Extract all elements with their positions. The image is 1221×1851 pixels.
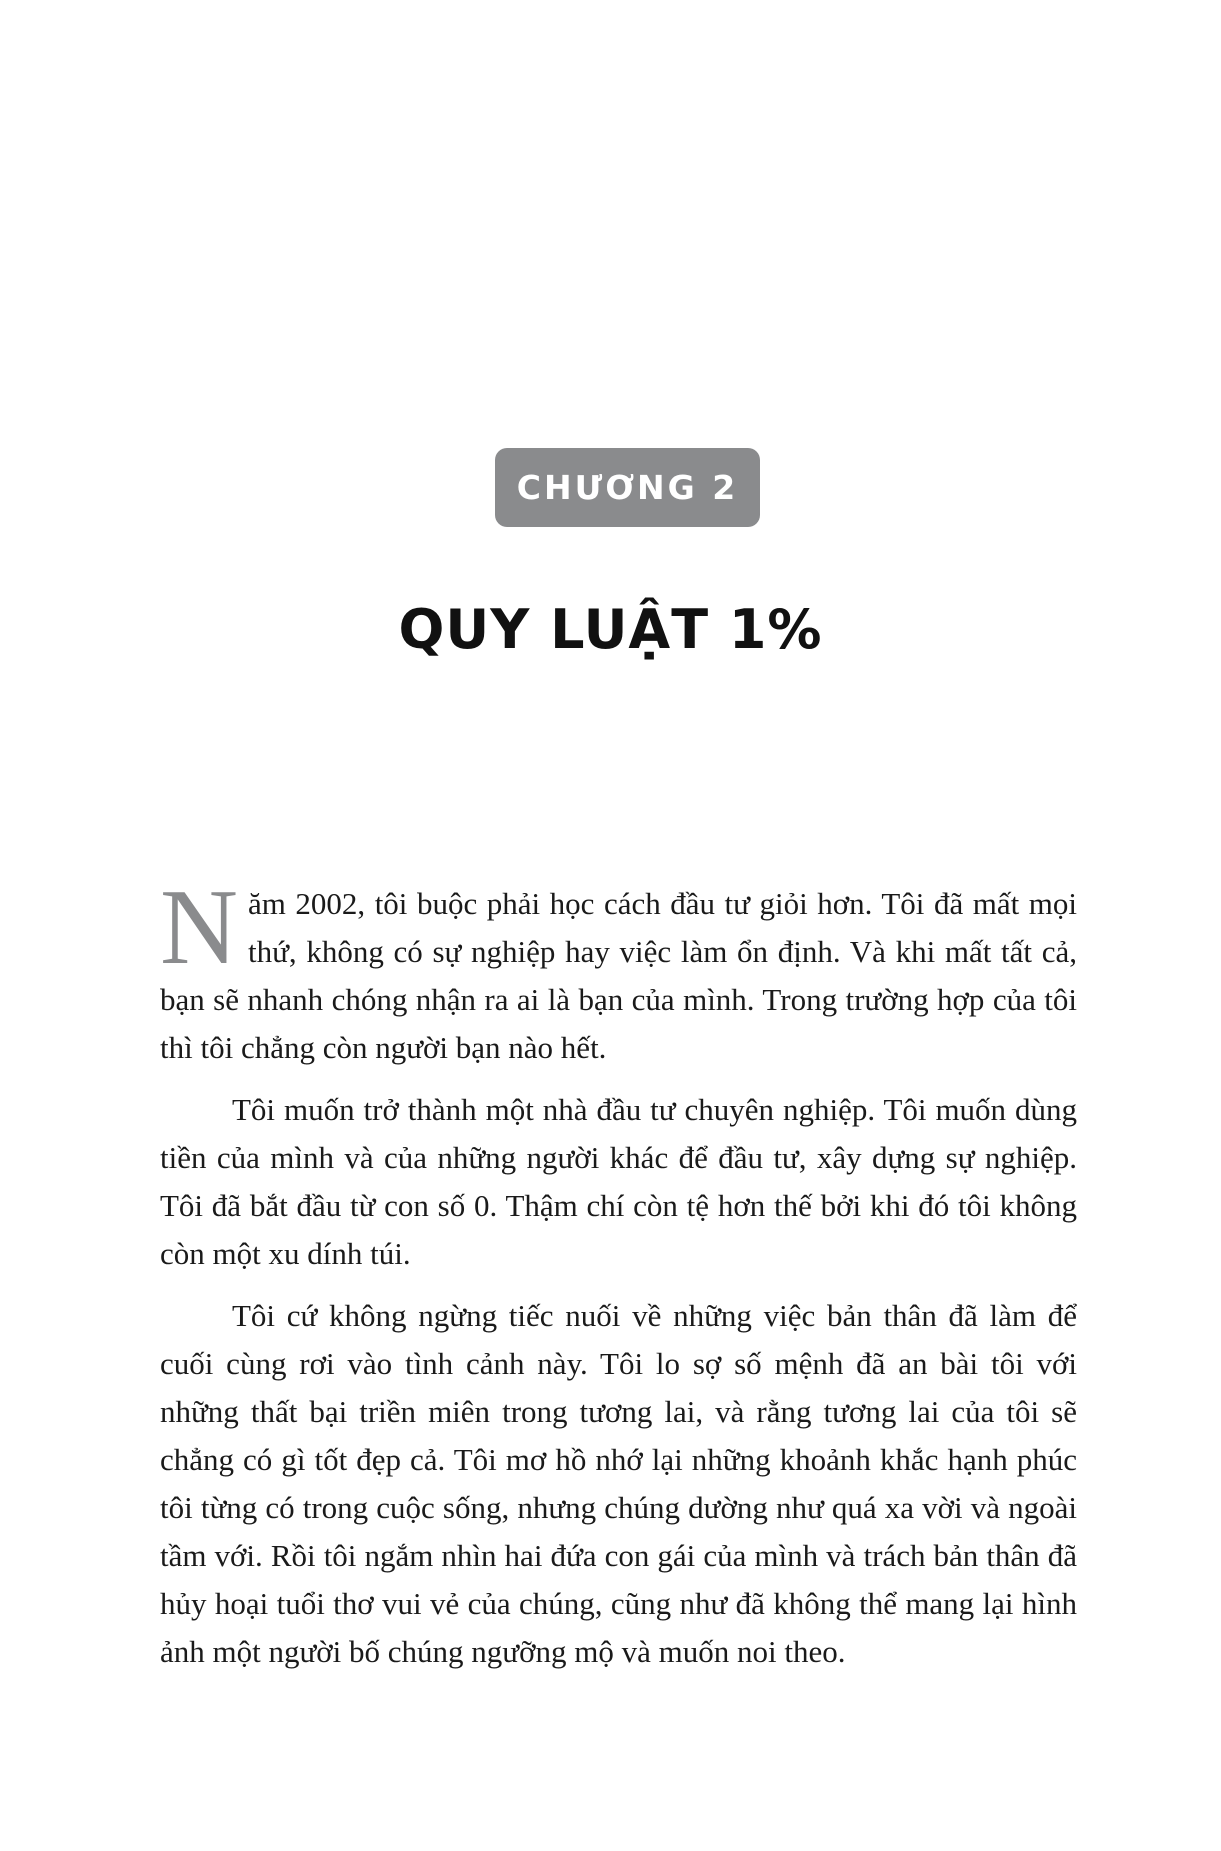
paragraph-3: Tôi cứ không ngừng tiếc nuối về những việc bản thân đã làm để cuối cùng rơi vào tình cảnh này. Tôi lo sợ số mệnh đã an bài tôi với những thất bại triền miên trong tương lai, và rằng tương lai của tôi sẽ chẳng có gì tốt đẹp cả. Tôi mơ hồ nhớ lại những khoảnh khắc hạnh phúc tôi từng có trong cuộc sống, nhưng chúng dường như quá xa vời và ngoài tầm với. Rồi tôi ngắm nhìn hai đứa con gái của mình và trách bản thân đã hủy hoại tuổi thơ vui vẻ của chúng, cũng như đã không thể mang lại hình ảnh một người bố chúng ngưỡng mộ và muốn noi theo.: [160, 1298, 1077, 1669]
chapter-badge: CHƯƠNG 2: [495, 448, 760, 527]
chapter-body: [160, 868, 1077, 1690]
paragraph-2: Tôi muốn trở thành một nhà đầu tư chuyên nghiệp. Tôi muốn dùng tiền của mình và của những người khác để đầu tư, xây dựng sự nghiệp. Tôi đã bắt đầu từ con số 0. Thậm chí còn tệ hơn thế bởi khi đó tôi không còn một xu dính túi.: [160, 1092, 1077, 1271]
chapter-title: QUY LUẬT 1%: [398, 598, 823, 661]
drop-cap: N: [160, 868, 238, 987]
paragraph-1-text: ăm 2002, tôi buộc phải học cách đầu tư giỏi hơn. Tôi đã mất mọi thứ, không có sự nghiệp hay việc làm ổn định. Và khi mất tất cả, bạn sẽ nhanh chóng nhận ra ai là bạn của mình. Trong trường hợp của tôi thì tôi chẳng còn người bạn nào hết.: [160, 886, 1077, 1065]
paragraph-1: [160, 868, 1077, 1072]
